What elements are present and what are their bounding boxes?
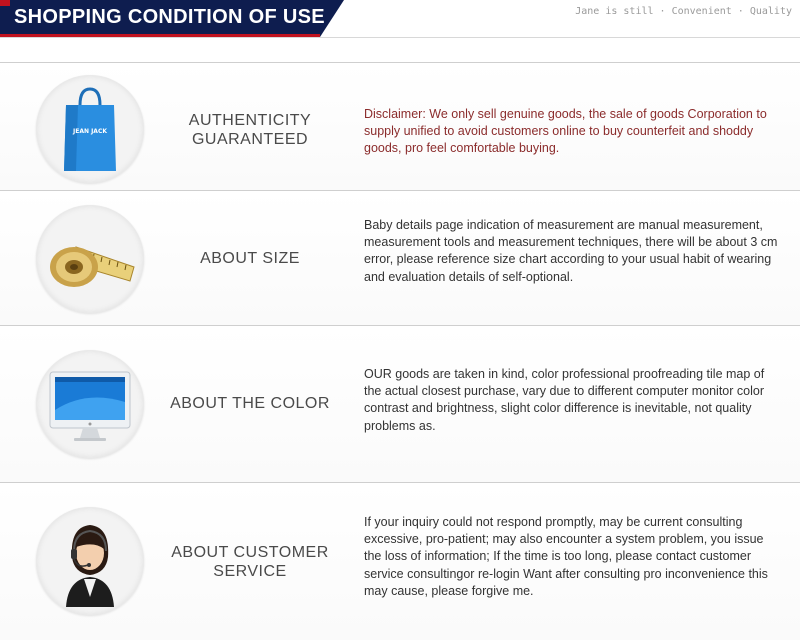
monitor-icon: [36, 350, 144, 458]
condition-row-authenticity: [0, 62, 800, 191]
header-divider: [0, 37, 800, 38]
page-header: [0, 0, 800, 38]
condition-row-customer-service: [0, 482, 800, 640]
page-title: SHOPPING CONDITION OF USE: [14, 6, 325, 28]
shopping-bag-icon: [36, 75, 144, 183]
row-description: Disclaimer: We only sell genuine goods, the sale of goods Corporation to supply unified to avoid customers online to buy counterfeit and shoddy goods, pro feel comfortable buying.: [364, 107, 767, 156]
header-accent: [0, 0, 10, 6]
row-label: ABOUT THE COLOR: [170, 395, 330, 412]
row-label: ABOUT CUSTOMER SERVICE: [171, 544, 329, 580]
customer-service-agent-icon: [36, 507, 144, 615]
condition-row-size: [0, 190, 800, 326]
header-tagline: Jane is still · Convenient · Quality: [575, 6, 792, 17]
bag-brand-text: JEAN JACK: [72, 128, 108, 135]
row-description: If your inquiry could not respond promptly, may be current consulting excessive, pro-patient; may also encounter a system problem, you issue the loss of information; If the time is too long, please contact customer service consultingor re-login Want after consulting pro inconvenience this may cause, please forgive me.: [364, 515, 768, 598]
measuring-tape-icon: [36, 205, 144, 313]
row-description: OUR goods are taken in kind, color professional proofreading tile map of the actual closest purchase, vary due to different computer monitor color contrast and brightness, slight color difference is inevitable, not quality problems as.: [364, 367, 765, 433]
row-label: AUTHENTICITY GUARANTEED: [188, 112, 312, 148]
condition-row-color: [0, 325, 800, 483]
row-description: Baby details page indication of measurement are manual measurement, measurement tools and measurement techniques, there will be about 3 cm error, please reference size chart according to your usual habit of wearing and evaluation details of self-optional.: [364, 218, 778, 284]
row-label: ABOUT SIZE: [200, 250, 300, 267]
